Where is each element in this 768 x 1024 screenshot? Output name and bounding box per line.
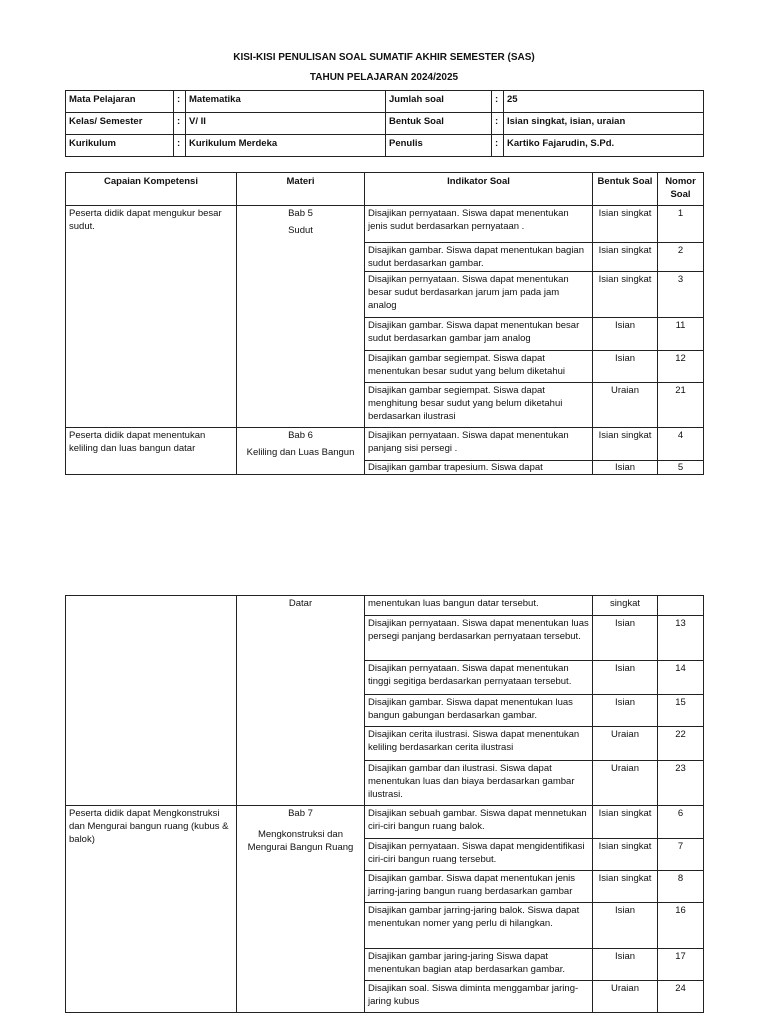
bab-label: Bab 7 (288, 808, 313, 819)
bentuk-cell: Uraian (593, 383, 658, 428)
penulis-label: Penulis (386, 135, 492, 157)
materi-label: Mengkonstruksi dan Mengurai Bangun Ruang (247, 829, 354, 853)
bentuk-cell: Isian (593, 318, 658, 351)
nomor-cell: 7 (658, 839, 704, 871)
bentuk-cell: Isian (593, 616, 658, 661)
indikator-cell: Disajikan gambar. Siswa dapat menentukan besar sudut berdasarkan gambar jam analog (365, 318, 593, 351)
bentuk-cell: Isian singkat (593, 428, 658, 461)
header-capaian: Capaian Kompetensi (66, 173, 237, 206)
nomor-cell: 17 (658, 949, 704, 981)
indikator-cell: Disajikan gambar. Siswa dapat menentukan luas bangun gabungan berdasarkan gambar. (365, 695, 593, 727)
indikator-cell: Disajikan pernyataan. Siswa dapat menentukan besar sudut berdasarkan jarum jam pada jam analog (365, 272, 593, 318)
nomor-cell: 16 (658, 903, 704, 949)
indikator-cell: Disajikan sebuah gambar. Siswa dapat mennetukan ciri-ciri bangun ruang balok. (365, 806, 593, 839)
nomor-cell: 8 (658, 871, 704, 903)
header-materi: Materi (237, 173, 365, 206)
materi-cell (237, 428, 365, 475)
document-title: KISI-KISI PENULISAN SOAL SUMATIF AKHIR SEMESTER (SAS) (233, 52, 535, 63)
bab-label: Bab 6 (288, 430, 313, 441)
separator: : (174, 135, 186, 157)
table-row (66, 206, 704, 243)
indikator-cell: Disajikan gambar segiempat. Siswa dapat menghitung besar sudut yang belum diketahui berdasarkan ilustrasi (365, 383, 593, 428)
jumlah-soal-label: Jumlah soal (386, 91, 492, 113)
nomor-cell: 24 (658, 981, 704, 1013)
nomor-cell: 13 (658, 616, 704, 661)
bentuk-cell: Isian singkat (593, 871, 658, 903)
bentuk-cell: Isian singkat (593, 206, 658, 243)
capaian-cell: Peserta didik dapat mengukur besar sudut. (66, 206, 237, 428)
indikator-cell: Disajikan gambar. Siswa dapat menentukan jenis jarring-jaring bangun ruang berdasarkan gambar (365, 871, 593, 903)
separator: : (492, 91, 504, 113)
header-nomor: Nomor Soal (658, 173, 704, 206)
bentuk-cell: Isian singkat (593, 839, 658, 871)
indikator-cell: Disajikan pernyataan. Siswa dapat menentukan luas persegi panjang berdasarkan pernyataan tersebut. (365, 616, 593, 661)
indikator-cell: Disajikan pernyataan. Siswa dapat mengidentifikasi ciri-ciri bangun ruang tersebut. (365, 839, 593, 871)
bentuk-cell: Isian (593, 949, 658, 981)
info-row (66, 135, 704, 157)
bentuk-soal-value: Isian singkat, isian, uraian (504, 113, 704, 135)
nomor-cell: 15 (658, 695, 704, 727)
capaian-cell (66, 596, 237, 806)
materi-cell (237, 206, 365, 428)
bentuk-cell: Uraian (593, 981, 658, 1013)
bentuk-cell: Isian singkat (593, 272, 658, 318)
kisi-kisi-table-page2 (65, 595, 704, 1013)
bentuk-cell: singkat (593, 596, 658, 616)
separator: : (492, 113, 504, 135)
mata-pelajaran-label: Mata Pelajaran (66, 91, 174, 113)
indikator-cell: Disajikan gambar segiempat. Siswa dapat menentukan besar sudut yang belum diketahui (365, 351, 593, 383)
nomor-cell: 3 (658, 272, 704, 318)
bentuk-cell: Isian singkat (593, 243, 658, 272)
materi-label: Sudut (288, 225, 313, 236)
kisi-kisi-table-page1 (65, 172, 704, 475)
bentuk-cell: Isian (593, 695, 658, 727)
indikator-cell: Disajikan gambar jarring-jaring balok. Siswa dapat menentukan nomer yang perlu di hilangkan. (365, 903, 593, 949)
nomor-cell: 11 (658, 318, 704, 351)
header-bentuk: Bentuk Soal (593, 173, 658, 206)
capaian-cell: Peserta didik dapat menentukan keliling dan luas bangun datar (66, 428, 237, 475)
nomor-cell: 1 (658, 206, 704, 243)
materi-cell (237, 806, 365, 1013)
header-indikator: Indikator Soal (365, 173, 593, 206)
separator: : (174, 91, 186, 113)
info-table (65, 90, 704, 157)
jumlah-soal-value: 25 (504, 91, 704, 113)
kelas-semester-value: V/ II (186, 113, 386, 135)
info-row (66, 113, 704, 135)
nomor-cell: 23 (658, 761, 704, 806)
indikator-cell: Disajikan gambar jaring-jaring Siswa dapat menentukan bagian atap berdasarkan gambar. (365, 949, 593, 981)
nomor-cell: 2 (658, 243, 704, 272)
bentuk-cell: Isian singkat (593, 806, 658, 839)
bentuk-cell: Uraian (593, 727, 658, 761)
nomor-cell: 22 (658, 727, 704, 761)
nomor-cell: 6 (658, 806, 704, 839)
bentuk-cell: Isian (593, 461, 658, 475)
bab-label: Bab 5 (288, 208, 313, 219)
indikator-cell: Disajikan gambar trapesium. Siswa dapat (365, 461, 593, 475)
indikator-cell: Disajikan cerita ilustrasi. Siswa dapat menentukan keliling berdasarkan cerita ilustrasi (365, 727, 593, 761)
indikator-cell: Disajikan gambar. Siswa dapat menentukan bagian sudut berdasarkan gambar. (365, 243, 593, 272)
nomor-cell: 12 (658, 351, 704, 383)
nomor-cell: 14 (658, 661, 704, 695)
indikator-cell: Disajikan pernyataan. Siswa dapat menentukan jenis sudut berdasarkan pernyataan . (365, 206, 593, 243)
nomor-cell: 21 (658, 383, 704, 428)
capaian-cell: Peserta didik dapat Mengkonstruksi dan Mengurai bangun ruang (kubus & balok) (66, 806, 237, 1013)
nomor-cell: 4 (658, 428, 704, 461)
materi-cell: Datar (237, 596, 365, 806)
indikator-cell: Disajikan pernyataan. Siswa dapat menentukan panjang sisi persegi . (365, 428, 593, 461)
penulis-value: Kartiko Fajarudin, S.Pd. (504, 135, 704, 157)
info-row (66, 91, 704, 113)
header-row (66, 173, 704, 206)
document-subtitle: TAHUN PELAJARAN 2024/2025 (309, 72, 459, 83)
bentuk-cell: Isian (593, 661, 658, 695)
table-row (66, 806, 704, 839)
materi-label: Keliling dan Luas Bangun (246, 447, 355, 458)
indikator-cell: Disajikan gambar dan ilustrasi. Siswa dapat menentukan luas dan biaya berdasarkan gambar ilustrasi. (365, 761, 593, 806)
bentuk-soal-label: Bentuk Soal (386, 113, 492, 135)
kurikulum-label: Kurikulum (66, 135, 174, 157)
indikator-cell: menentukan luas bangun datar tersebut. (365, 596, 593, 616)
nomor-cell (658, 596, 704, 616)
separator: : (492, 135, 504, 157)
kelas-semester-label: Kelas/ Semester (66, 113, 174, 135)
mata-pelajaran-value: Matematika (186, 91, 386, 113)
bentuk-cell: Uraian (593, 761, 658, 806)
table-row (66, 428, 704, 461)
indikator-cell: Disajikan pernyataan. Siswa dapat menentukan tinggi segitiga berdasarkan pernyataan tersebut. (365, 661, 593, 695)
bentuk-cell: Isian (593, 903, 658, 949)
separator: : (174, 113, 186, 135)
indikator-cell: Disajikan soal. Siswa diminta menggambar jaring-jaring kubus (365, 981, 593, 1013)
bentuk-cell: Isian (593, 351, 658, 383)
nomor-cell: 5 (658, 461, 704, 475)
kurikulum-value: Kurikulum Merdeka (186, 135, 386, 157)
table-row (66, 596, 704, 616)
